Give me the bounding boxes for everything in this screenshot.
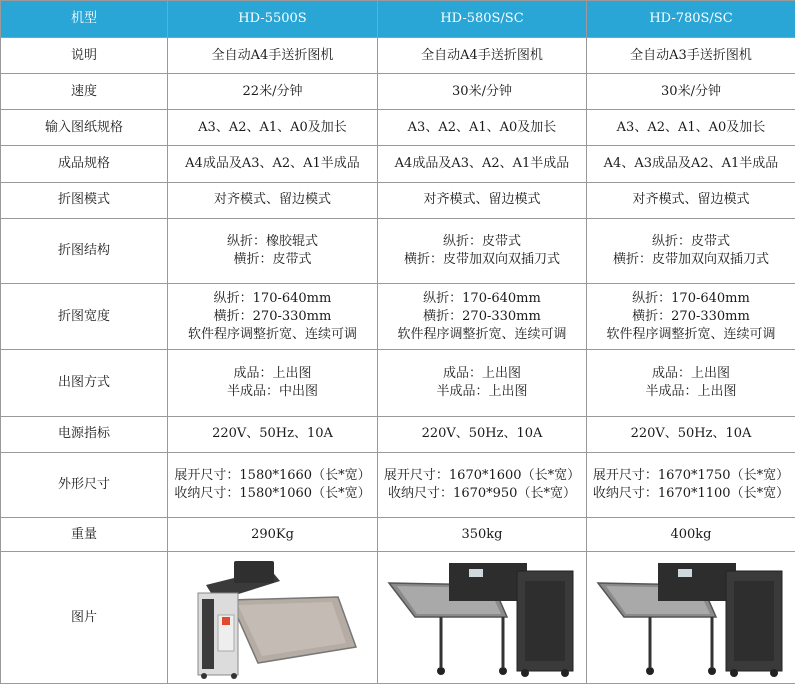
cell: 纵折：皮带式 横折：皮带加双向双插刀式	[587, 218, 795, 283]
model-2: HD-580S/SC	[378, 1, 587, 38]
cell: 全自动A4手送折图机	[378, 38, 587, 74]
row-label: 成品规格	[1, 146, 168, 182]
cell: A4成品及A3、A2、A1半成品	[378, 146, 587, 182]
cell: 220V、50Hz、10A	[168, 416, 378, 452]
row-label: 外形尺寸	[1, 452, 168, 517]
cell: 成品：上出图 半成品：上出图	[587, 350, 795, 416]
cell	[378, 552, 587, 684]
cell: 30米/分钟	[587, 74, 795, 110]
cell: 220V、50Hz、10A	[587, 416, 795, 452]
cell: 全自动A3手送折图机	[587, 38, 795, 74]
cell: 成品：上出图 半成品：中出图	[168, 350, 378, 416]
cell: 纵折：橡胶辊式 横折：皮带式	[168, 218, 378, 283]
header-label: 机型	[1, 1, 168, 38]
row-width	[1, 284, 795, 350]
cell: 22米/分钟	[168, 74, 378, 110]
row-photo	[1, 552, 795, 684]
cell: 展开尺寸：1580*1660（长*宽） 收纳尺寸：1580*1060（长*宽）	[168, 452, 378, 517]
cell: A4成品及A3、A2、A1半成品	[168, 146, 378, 182]
cell: 400kg	[587, 518, 795, 552]
row-label: 折图宽度	[1, 284, 168, 350]
cell: 对齐模式、留边模式	[587, 182, 795, 218]
cell: 对齐模式、留边模式	[378, 182, 587, 218]
cell	[587, 552, 795, 684]
cell: 对齐模式、留边模式	[168, 182, 378, 218]
cell: 30米/分钟	[378, 74, 587, 110]
cell: 展开尺寸：1670*1600（长*宽） 收纳尺寸：1670*950（长*宽）	[378, 452, 587, 517]
row-label: 输入图纸规格	[1, 110, 168, 146]
model-3: HD-780S/SC	[587, 1, 795, 38]
row-label: 折图结构	[1, 218, 168, 283]
row-weight	[1, 518, 795, 552]
model-1: HD-5500S	[168, 1, 378, 38]
row-output	[1, 146, 795, 182]
cell	[168, 552, 378, 684]
cell: 纵折：皮带式 横折：皮带加双向双插刀式	[378, 218, 587, 283]
row-input	[1, 110, 795, 146]
cell: A3、A2、A1、A0及加长	[168, 110, 378, 146]
row-speed	[1, 74, 795, 110]
cell: 纵折：170-640mm 横折：270-330mm 软件程序调整折宽、连续可调	[168, 284, 378, 350]
row-label: 图片	[1, 552, 168, 684]
row-label: 出图方式	[1, 350, 168, 416]
cell: 纵折：170-640mm 横折：270-330mm 软件程序调整折宽、连续可调	[587, 284, 795, 350]
row-label: 折图模式	[1, 182, 168, 218]
row-label: 说明	[1, 38, 168, 74]
folding-machine-photo-1	[178, 555, 368, 680]
row-struct	[1, 218, 795, 283]
folding-machine-photo-3	[594, 555, 789, 680]
folding-machine-photo-2	[385, 555, 580, 680]
cell: 全自动A4手送折图机	[168, 38, 378, 74]
row-label: 速度	[1, 74, 168, 110]
row-label: 重量	[1, 518, 168, 552]
cell: 展开尺寸：1670*1750（长*宽） 收纳尺寸：1670*1100（长*宽）	[587, 452, 795, 517]
cell: 290Kg	[168, 518, 378, 552]
row-desc	[1, 38, 795, 74]
cell: 成品：上出图 半成品：上出图	[378, 350, 587, 416]
row-exit	[1, 350, 795, 416]
cell: A3、A2、A1、A0及加长	[378, 110, 587, 146]
cell: 纵折：170-640mm 横折：270-330mm 软件程序调整折宽、连续可调	[378, 284, 587, 350]
row-mode	[1, 182, 795, 218]
cell: 350kg	[378, 518, 587, 552]
row-power	[1, 416, 795, 452]
cell: A4、A3成品及A2、A1半成品	[587, 146, 795, 182]
cell: A3、A2、A1、A0及加长	[587, 110, 795, 146]
row-size	[1, 452, 795, 517]
row-label: 电源指标	[1, 416, 168, 452]
cell: 220V、50Hz、10A	[378, 416, 587, 452]
header-row	[1, 1, 795, 38]
